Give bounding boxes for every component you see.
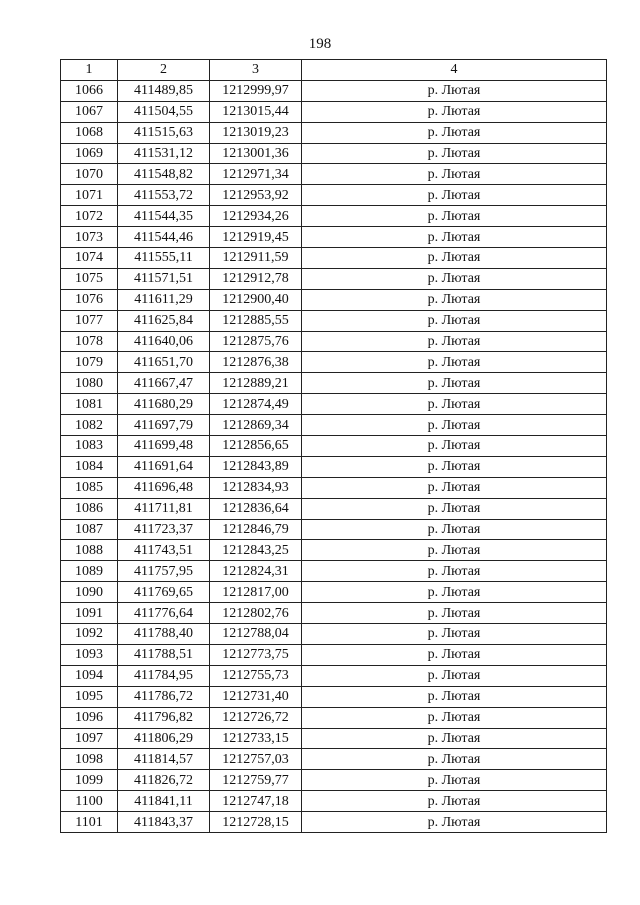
table-row: [61, 728, 607, 749]
table-row: [61, 331, 607, 352]
cell-description: р. Лютая: [302, 268, 607, 289]
table-row: [61, 415, 607, 436]
cell-y: 1212755,73: [210, 665, 302, 686]
header-cell-y: 3: [210, 60, 302, 81]
cell-description: р. Лютая: [302, 582, 607, 603]
cell-x: 411625,84: [118, 310, 210, 331]
cell-description: р. Лютая: [302, 352, 607, 373]
cell-description: р. Лютая: [302, 791, 607, 812]
coordinates-table: [60, 59, 607, 833]
cell-y: 1212834,93: [210, 477, 302, 498]
cell-point-number: 1096: [61, 707, 118, 728]
cell-description: р. Лютая: [302, 101, 607, 122]
cell-y: 1212757,03: [210, 749, 302, 770]
table-header: [61, 60, 607, 81]
cell-point-number: 1092: [61, 624, 118, 645]
cell-x: 411843,37: [118, 812, 210, 833]
cell-x: 411841,11: [118, 791, 210, 812]
cell-y: 1212843,25: [210, 540, 302, 561]
cell-point-number: 1086: [61, 498, 118, 519]
cell-x: 411553,72: [118, 185, 210, 206]
cell-point-number: 1089: [61, 561, 118, 582]
cell-description: р. Лютая: [302, 122, 607, 143]
table-row: [61, 540, 607, 561]
cell-x: 411531,12: [118, 143, 210, 164]
cell-y: 1213015,44: [210, 101, 302, 122]
table-row: [61, 373, 607, 394]
cell-point-number: 1079: [61, 352, 118, 373]
cell-x: 411691,64: [118, 456, 210, 477]
cell-point-number: 1098: [61, 749, 118, 770]
cell-x: 411555,11: [118, 248, 210, 269]
cell-y: 1212846,79: [210, 519, 302, 540]
cell-description: р. Лютая: [302, 436, 607, 457]
cell-x: 411571,51: [118, 268, 210, 289]
cell-description: р. Лютая: [302, 686, 607, 707]
table-row: [61, 227, 607, 248]
header-row: [61, 60, 607, 81]
cell-y: 1212731,40: [210, 686, 302, 707]
cell-x: 411711,81: [118, 498, 210, 519]
table-row: [61, 624, 607, 645]
cell-point-number: 1073: [61, 227, 118, 248]
cell-description: р. Лютая: [302, 289, 607, 310]
cell-y: 1212824,31: [210, 561, 302, 582]
cell-x: 411723,37: [118, 519, 210, 540]
cell-point-number: 1067: [61, 101, 118, 122]
cell-description: р. Лютая: [302, 394, 607, 415]
cell-x: 411651,70: [118, 352, 210, 373]
cell-point-number: 1099: [61, 770, 118, 791]
cell-description: р. Лютая: [302, 373, 607, 394]
cell-y: 1212728,15: [210, 812, 302, 833]
cell-description: р. Лютая: [302, 812, 607, 833]
cell-description: р. Лютая: [302, 603, 607, 624]
table-row: [61, 665, 607, 686]
cell-point-number: 1097: [61, 728, 118, 749]
cell-point-number: 1091: [61, 603, 118, 624]
cell-y: 1213019,23: [210, 122, 302, 143]
cell-description: р. Лютая: [302, 561, 607, 582]
cell-point-number: 1078: [61, 331, 118, 352]
cell-description: р. Лютая: [302, 519, 607, 540]
cell-y: 1212869,34: [210, 415, 302, 436]
cell-x: 411504,55: [118, 101, 210, 122]
cell-y: 1212889,21: [210, 373, 302, 394]
cell-y: 1212817,00: [210, 582, 302, 603]
table-row: [61, 122, 607, 143]
cell-y: 1212747,18: [210, 791, 302, 812]
cell-point-number: 1101: [61, 812, 118, 833]
cell-y: 1212874,49: [210, 394, 302, 415]
cell-y: 1212802,76: [210, 603, 302, 624]
table-row: [61, 352, 607, 373]
cell-point-number: 1074: [61, 248, 118, 269]
cell-point-number: 1080: [61, 373, 118, 394]
cell-x: 411814,57: [118, 749, 210, 770]
cell-x: 411697,79: [118, 415, 210, 436]
page-number: 198: [308, 36, 332, 52]
cell-y: 1212971,34: [210, 164, 302, 185]
cell-point-number: 1075: [61, 268, 118, 289]
cell-y: 1212773,75: [210, 644, 302, 665]
cell-description: р. Лютая: [302, 206, 607, 227]
cell-description: р. Лютая: [302, 227, 607, 248]
cell-y: 1212843,89: [210, 456, 302, 477]
table-row: [61, 561, 607, 582]
cell-x: 411544,46: [118, 227, 210, 248]
cell-description: р. Лютая: [302, 248, 607, 269]
cell-y: 1212919,45: [210, 227, 302, 248]
cell-x: 411667,47: [118, 373, 210, 394]
cell-point-number: 1094: [61, 665, 118, 686]
table-row: [61, 749, 607, 770]
cell-y: 1212788,04: [210, 624, 302, 645]
cell-y: 1212934,26: [210, 206, 302, 227]
table-row: [61, 519, 607, 540]
cell-x: 411696,48: [118, 477, 210, 498]
cell-x: 411611,29: [118, 289, 210, 310]
cell-y: 1212875,76: [210, 331, 302, 352]
table-row: [61, 185, 607, 206]
table-row: [61, 812, 607, 833]
table-row: [61, 394, 607, 415]
cell-y: 1212836,64: [210, 498, 302, 519]
cell-point-number: 1071: [61, 185, 118, 206]
table-row: [61, 206, 607, 227]
cell-y: 1212856,65: [210, 436, 302, 457]
cell-point-number: 1070: [61, 164, 118, 185]
cell-y: 1212759,77: [210, 770, 302, 791]
table-row: [61, 268, 607, 289]
cell-x: 411788,51: [118, 644, 210, 665]
table-row: [61, 707, 607, 728]
cell-description: р. Лютая: [302, 80, 607, 101]
cell-y: 1212733,15: [210, 728, 302, 749]
cell-point-number: 1088: [61, 540, 118, 561]
cell-y: 1212999,97: [210, 80, 302, 101]
cell-x: 411680,29: [118, 394, 210, 415]
table-row: [61, 603, 607, 624]
cell-point-number: 1072: [61, 206, 118, 227]
cell-x: 411640,06: [118, 331, 210, 352]
cell-point-number: 1100: [61, 791, 118, 812]
table-row: [61, 143, 607, 164]
cell-y: 1212876,38: [210, 352, 302, 373]
cell-description: р. Лютая: [302, 310, 607, 331]
cell-x: 411548,82: [118, 164, 210, 185]
cell-description: р. Лютая: [302, 624, 607, 645]
table-row: [61, 686, 607, 707]
cell-description: р. Лютая: [302, 770, 607, 791]
cell-y: 1212953,92: [210, 185, 302, 206]
cell-description: р. Лютая: [302, 477, 607, 498]
cell-x: 411699,48: [118, 436, 210, 457]
table-row: [61, 791, 607, 812]
cell-description: р. Лютая: [302, 143, 607, 164]
cell-point-number: 1069: [61, 143, 118, 164]
cell-point-number: 1068: [61, 122, 118, 143]
cell-description: р. Лютая: [302, 498, 607, 519]
cell-description: р. Лютая: [302, 164, 607, 185]
cell-point-number: 1093: [61, 644, 118, 665]
cell-description: р. Лютая: [302, 540, 607, 561]
cell-description: р. Лютая: [302, 707, 607, 728]
cell-point-number: 1077: [61, 310, 118, 331]
cell-x: 411743,51: [118, 540, 210, 561]
cell-point-number: 1076: [61, 289, 118, 310]
header-cell-x: 2: [118, 60, 210, 81]
cell-x: 411826,72: [118, 770, 210, 791]
cell-x: 411786,72: [118, 686, 210, 707]
cell-x: 411784,95: [118, 665, 210, 686]
cell-x: 411788,40: [118, 624, 210, 645]
cell-description: р. Лютая: [302, 665, 607, 686]
cell-x: 411544,35: [118, 206, 210, 227]
cell-x: 411796,82: [118, 707, 210, 728]
cell-point-number: 1085: [61, 477, 118, 498]
cell-description: р. Лютая: [302, 644, 607, 665]
table-row: [61, 80, 607, 101]
table-row: [61, 164, 607, 185]
cell-point-number: 1095: [61, 686, 118, 707]
table-row: [61, 101, 607, 122]
table-body: [61, 80, 607, 832]
table-row: [61, 644, 607, 665]
cell-description: р. Лютая: [302, 749, 607, 770]
header-cell-point-number: 1: [61, 60, 118, 81]
cell-y: 1212885,55: [210, 310, 302, 331]
cell-y: 1212900,40: [210, 289, 302, 310]
cell-description: р. Лютая: [302, 185, 607, 206]
table-row: [61, 248, 607, 269]
cell-description: р. Лютая: [302, 728, 607, 749]
table-row: [61, 456, 607, 477]
cell-point-number: 1081: [61, 394, 118, 415]
cell-x: 411489,85: [118, 80, 210, 101]
cell-description: р. Лютая: [302, 331, 607, 352]
cell-point-number: 1082: [61, 415, 118, 436]
table-row: [61, 436, 607, 457]
table-row: [61, 289, 607, 310]
table-row: [61, 498, 607, 519]
cell-point-number: 1087: [61, 519, 118, 540]
cell-description: р. Лютая: [302, 415, 607, 436]
cell-point-number: 1090: [61, 582, 118, 603]
table-row: [61, 477, 607, 498]
table-row: [61, 310, 607, 331]
cell-point-number: 1083: [61, 436, 118, 457]
cell-x: 411806,29: [118, 728, 210, 749]
cell-point-number: 1084: [61, 456, 118, 477]
cell-y: 1212726,72: [210, 707, 302, 728]
cell-description: р. Лютая: [302, 456, 607, 477]
cell-point-number: 1066: [61, 80, 118, 101]
table-row: [61, 582, 607, 603]
header-cell-description: 4: [302, 60, 607, 81]
cell-y: 1213001,36: [210, 143, 302, 164]
cell-x: 411515,63: [118, 122, 210, 143]
table-row: [61, 770, 607, 791]
cell-x: 411776,64: [118, 603, 210, 624]
cell-y: 1212911,59: [210, 248, 302, 269]
cell-y: 1212912,78: [210, 268, 302, 289]
cell-x: 411769,65: [118, 582, 210, 603]
cell-x: 411757,95: [118, 561, 210, 582]
